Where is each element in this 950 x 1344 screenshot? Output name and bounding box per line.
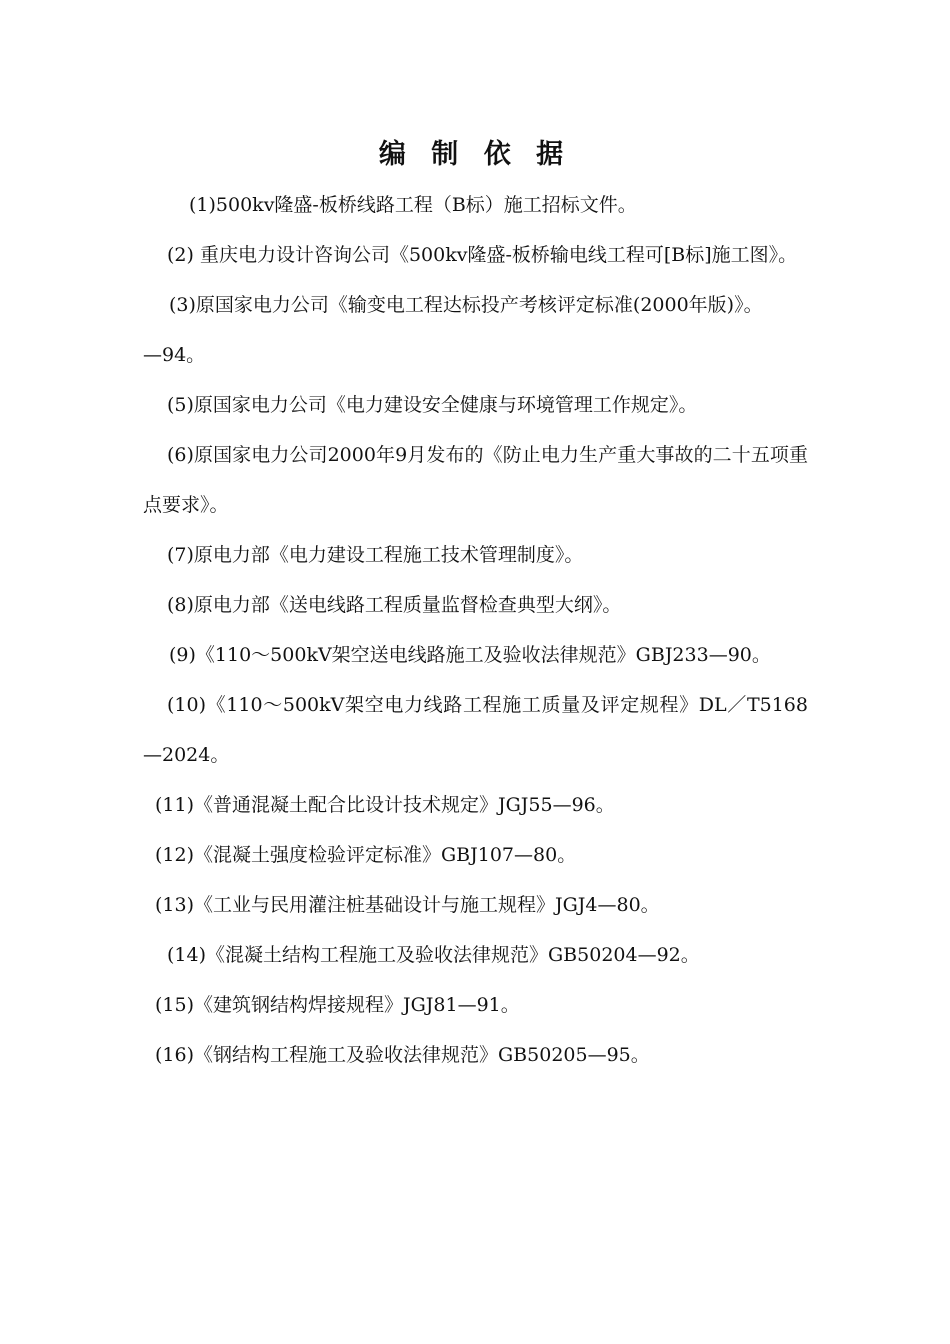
basis-item-16: (16)《钢结构工程施工及验收法律规范》GB50205—95。 (155, 1044, 650, 1066)
basis-item-15: (15)《建筑钢结构焊接规程》JGJ81—91。 (155, 994, 520, 1016)
document-title: 编 制 依 据 (378, 139, 572, 170)
basis-item-7: (7)原电力部《电力建设工程施工技术管理制度》。 (167, 544, 584, 566)
basis-item-2: (2) 重庆电力设计咨询公司《500kv隆盛-板桥输电线工程可[B标]施工图》。 (167, 244, 798, 266)
basis-item-9: (9)《110～500kV架空送电线路施工及验收法律规范》GBJ233—90。 (169, 644, 771, 666)
basis-item-6: (6)原国家电力公司2000年9月发布的《防止电力生产重大事故的二十五项重点要求》。 (143, 444, 808, 516)
basis-item-1: (1)500kv隆盛-板桥线路工程（B标）施工招标文件。 (189, 194, 637, 216)
basis-item-14: (14)《混凝土结构工程施工及验收法律规范》GB50204—92。 (167, 944, 700, 966)
basis-item-10: (10)《110～500kV架空电力线路工程施工质量及评定规程》DL／T5168—2024。 (143, 694, 808, 766)
basis-item-8: (8)原电力部《送电线路工程质量监督检查典型大纲》。 (167, 594, 622, 616)
basis-item-5: (5)原国家电力公司《电力建设安全健康与环境管理工作规定》。 (167, 394, 698, 416)
basis-item-13: (13)《工业与民用灌注桩基础设计与施工规程》JGJ4—80。 (155, 894, 660, 916)
basis-item-4-fragment: —94。 (143, 344, 206, 366)
basis-item-11: (11)《普通混凝土配合比设计技术规定》JGJ55—96。 (155, 794, 615, 816)
basis-item-3: (3)原国家电力公司《输变电工程达标投产考核评定标准(2000年版)》。 (169, 294, 763, 316)
document-body (143, 180, 808, 1080)
basis-item-12: (12)《混凝土强度检验评定标准》GBJ107—80。 (155, 844, 577, 866)
